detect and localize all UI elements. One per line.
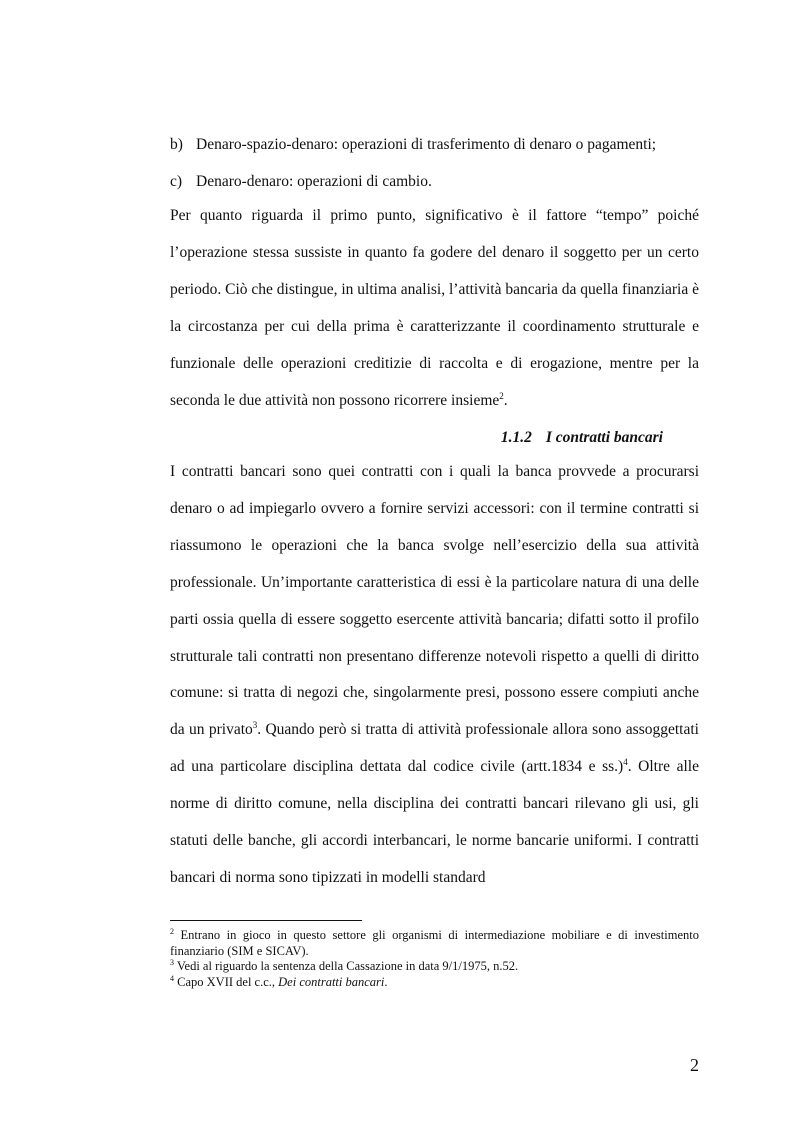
section-number: 1.1.2: [500, 429, 532, 446]
paragraph-intro: [170, 198, 699, 419]
paragraph-text: Per quanto riguarda il primo punto, significativo è il fattore “tempo” poiché l’operazione stessa sussiste in quanto fa godere del denaro il soggetto per un certo periodo. Ciò che distingue, in ultima analisi, l’attività bancaria da quella finanziaria è la circostanza per cui della prima è caratterizzante il coordinamento strutturale e funzionale delle operazioni creditizie di raccolta e di erogazione, mentre per la seconda le due attività non possono ricorrere insieme: [170, 207, 699, 409]
list-item-c: [170, 172, 700, 192]
footnote-ref-4[interactable]: 4: [623, 757, 628, 768]
paragraph-text: . Oltre alle norme di diritto comune, nella disciplina dei contratti bancari rilevano gli usi, gli statuti delle banche, gli accordi interbancari, le norme bancarie uniformi. I contratti bancari di norma sono tipizzati in modelli standard: [170, 758, 699, 886]
footnote-separator: [170, 920, 362, 921]
paragraph-end: .: [503, 391, 508, 409]
list-item-text: Denaro-denaro: operazioni di cambio.: [196, 173, 432, 190]
footnote-number: 3: [170, 958, 174, 967]
footnote-text: Capo XVII del c.c.,: [174, 974, 279, 989]
paragraph-text: I contratti bancari sono quei contratti con i quali la banca provvede a procurarsi denaro o ad impiegarlo ovvero a fornire servizi accessori: con il termine contratti si riassumono le operazioni che la banca svolge nell’esercizio della sua attività professionale. Un’importante caratteristica di essi è la particolare natura di una delle parti ossia quella di essere soggetto esercente attività bancaria; difatti sotto il profilo strutturale tali contratti non presentano differenze notevoli rispetto a quelli di diritto comune: si tratta di negozi che, singolarmente presi, possono essere compiuti anche da un privato: [170, 463, 699, 739]
footnote-4: [170, 975, 699, 991]
footnote-ref-3[interactable]: 3: [252, 720, 258, 731]
footnote-text: Entrano in gioco in questo settore gli organismi di intermediazione mobiliare e di investimento finanziario (SIM e SICAV).: [170, 928, 699, 958]
footnote-3: [170, 959, 699, 975]
footnote-text: Vedi al riguardo la sentenza della Cassazione in data 9/1/1975, n.52.: [174, 959, 519, 973]
list-item-text: Denaro-spazio-denaro: operazioni di trasferimento di denaro o pagamenti;: [196, 136, 657, 153]
list-marker: b): [170, 136, 183, 153]
footnotes: [170, 928, 699, 990]
page-number: 2: [690, 1055, 699, 1075]
section-heading: [170, 427, 699, 449]
list-marker: c): [170, 173, 183, 190]
footnote-ref-2[interactable]: 2: [499, 390, 504, 401]
paragraph-contracts: [170, 454, 699, 897]
footnote-end: .: [384, 974, 388, 989]
footnote-number: 2: [170, 927, 174, 936]
paragraph-text: . Quando però si tratta di attività professionale allora sono assoggettati ad una particolare disciplina dettata dal codice civile (artt.1834 e ss.): [170, 721, 699, 776]
section-title: I contratti bancari: [545, 429, 663, 446]
list-item-b: [170, 135, 700, 155]
footnote-italic-title: Dei contratti bancari: [278, 974, 385, 989]
footnote-2: [170, 928, 699, 959]
footnote-number: 4: [170, 973, 174, 983]
